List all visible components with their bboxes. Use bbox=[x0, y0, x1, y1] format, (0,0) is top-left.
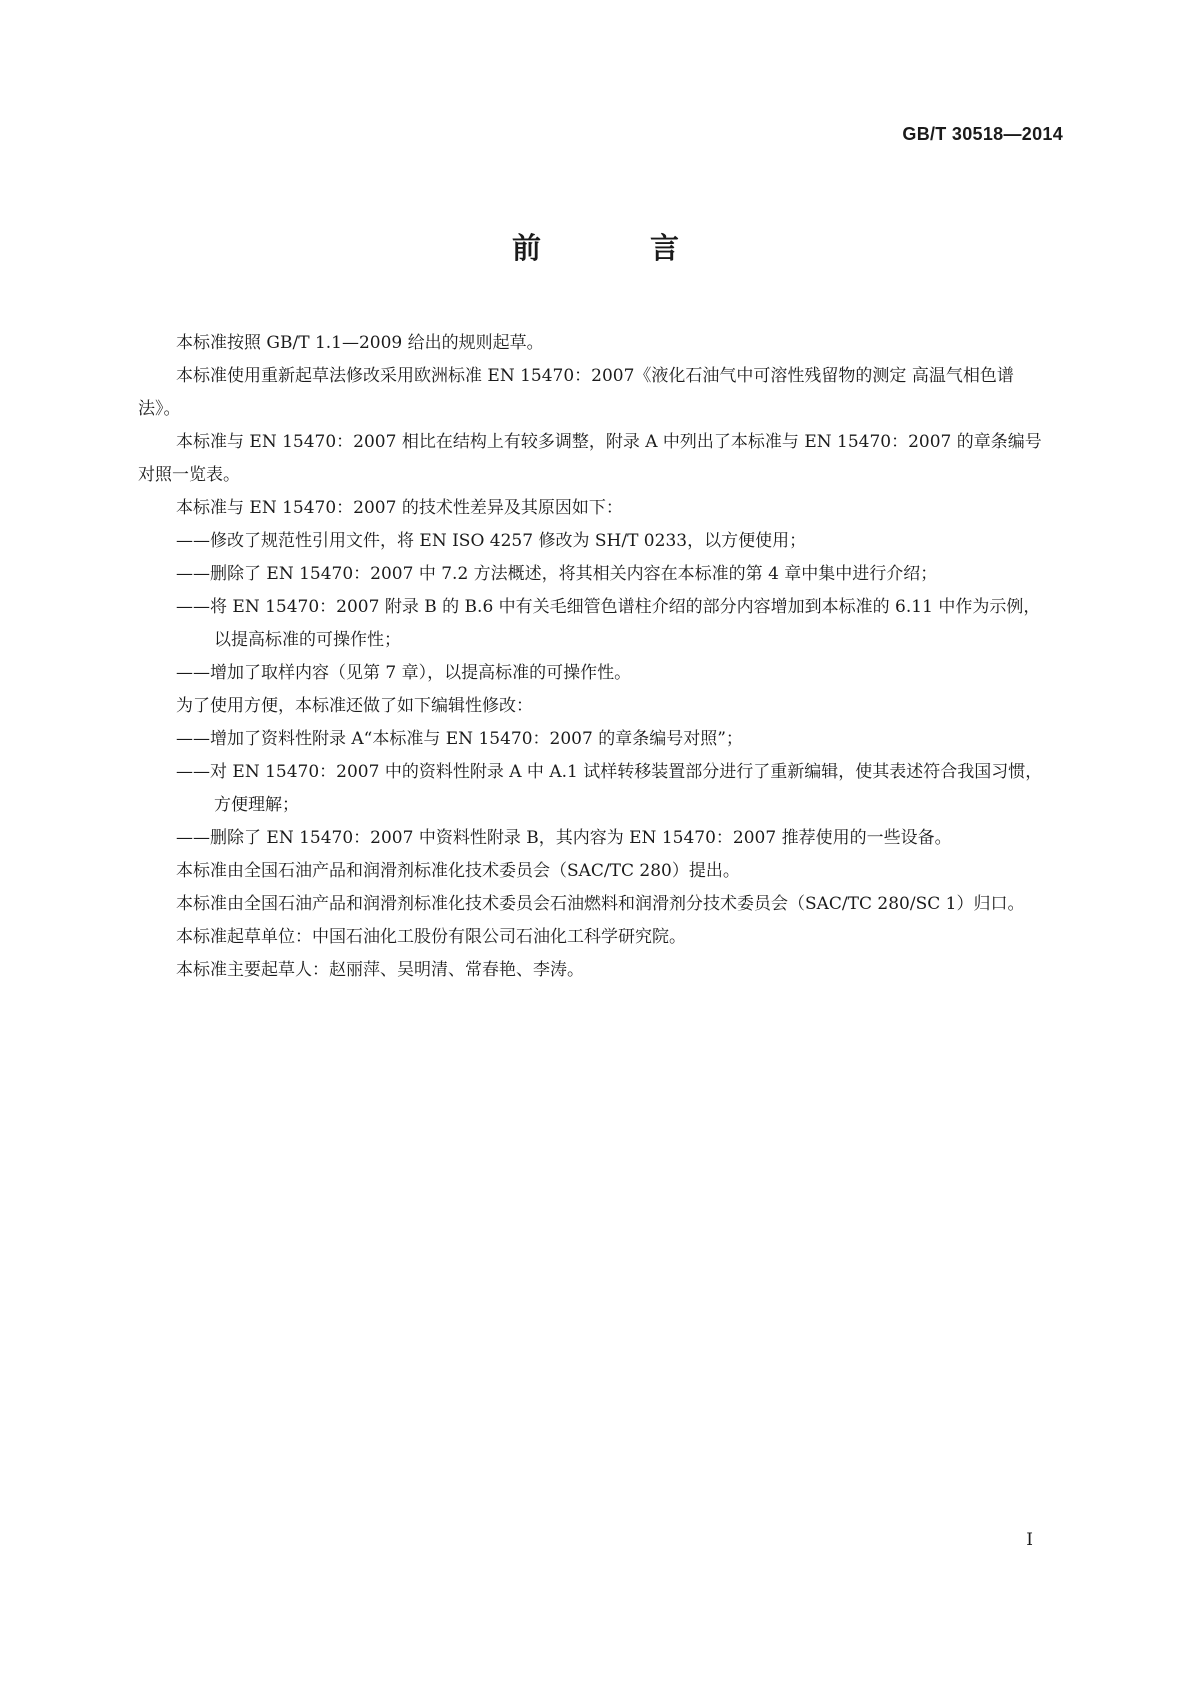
list-item: ——增加了取样内容（见第 7 章），以提高标准的可操作性。 bbox=[176, 663, 632, 683]
page-title: 前 言 bbox=[511, 231, 719, 265]
foreword-body bbox=[138, 327, 1056, 987]
list-item: ——修改了规范性引用文件，将 EN ISO 4257 修改为 SH/T 0233，以方便使用； bbox=[176, 531, 807, 551]
paragraph: 为了使用方便，本标准还做了如下编辑性修改： bbox=[176, 696, 533, 716]
paragraph: 本标准起草单位：中国石油化工股份有限公司石油化工科学研究院。 bbox=[176, 927, 686, 947]
standard-code: GB/T 30518—2014 bbox=[902, 124, 1063, 144]
paragraph: 本标准与 EN 15470：2007 的技术性差异及其原因如下： bbox=[176, 498, 623, 518]
paragraph: 本标准按照 GB/T 1.1—2009 给出的规则起草。 bbox=[176, 333, 544, 353]
list-item: ——增加了资料性附录 A“本标准与 EN 15470：2007 的章条编号对照”； bbox=[176, 729, 743, 749]
list-item: ——删除了 EN 15470：2007 中资料性附录 B，其内容为 EN 15470：2007 推荐使用的一些设备。 bbox=[176, 828, 952, 848]
paragraph: 本标准使用重新起草法修改采用欧洲标准 EN 15470：2007《液化石油气中可溶性残留物的测定 高温气相色谱法》。 bbox=[138, 366, 1014, 419]
paragraph: 本标准与 EN 15470：2007 相比在结构上有较多调整，附录 A 中列出了本标准与 EN 15470：2007 的章条编号对照一览表。 bbox=[138, 432, 1042, 485]
paragraph: 本标准由全国石油产品和润滑剂标准化技术委员会（SAC/TC 280）提出。 bbox=[176, 861, 740, 881]
page-number: I bbox=[1026, 1530, 1033, 1550]
list-item: ——删除了 EN 15470：2007 中 7.2 方法概述，将其相关内容在本标准的第 4 章中集中进行介绍； bbox=[176, 564, 938, 584]
list-item: ——对 EN 15470：2007 中的资料性附录 A 中 A.1 试样转移装置部分进行了重新编辑，使其表述符合我国习惯，方便理解； bbox=[176, 762, 1043, 815]
paragraph: 本标准由全国石油产品和润滑剂标准化技术委员会石油燃料和润滑剂分技术委员会（SAC/TC 280/SC 1）归口。 bbox=[176, 894, 1025, 914]
paragraph: 本标准主要起草人：赵丽萍、吴明清、常春艳、李涛。 bbox=[176, 960, 584, 980]
list-item: ——将 EN 15470：2007 附录 B 的 B.6 中有关毛细管色谱柱介绍的部分内容增加到本标准的 6.11 中作为示例，以提高标准的可操作性； bbox=[176, 597, 1041, 650]
